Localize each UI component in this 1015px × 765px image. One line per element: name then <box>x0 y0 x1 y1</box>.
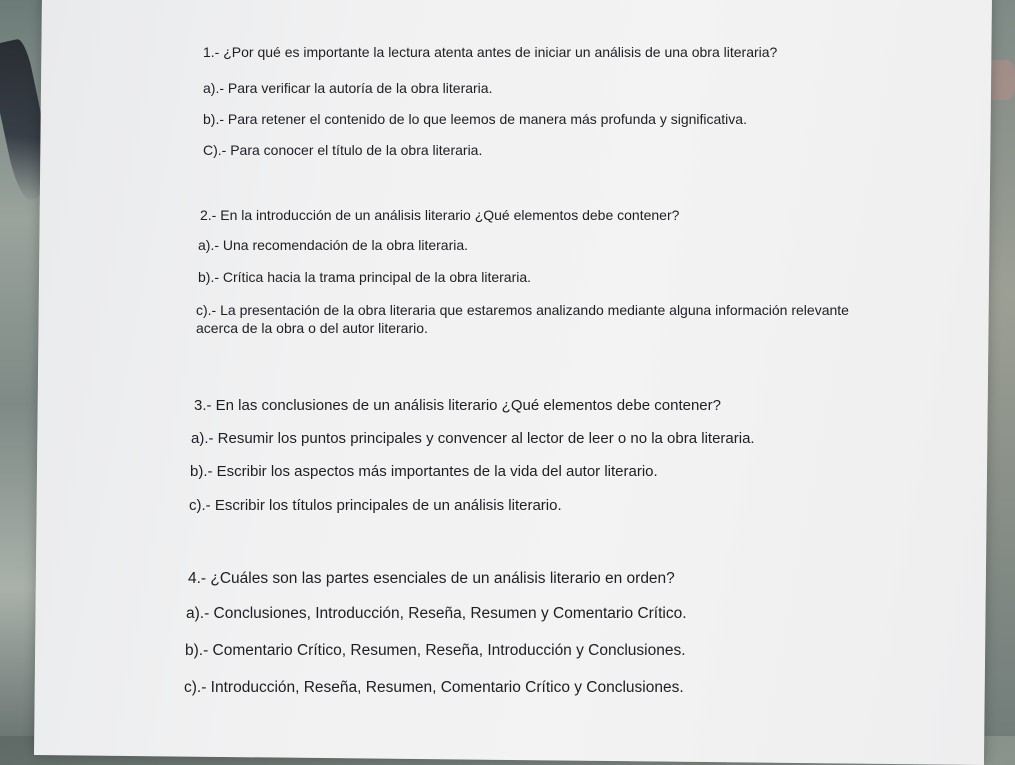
question-2-prompt: 2.- En la introducción de un análisis literario ¿Qué elementos debe contener? <box>200 207 680 223</box>
question-3-prompt: 3.- En las conclusiones de un análisis literario ¿Qué elementos debe contener? <box>194 397 721 414</box>
question-1-prompt: 1.- ¿Por qué es importante la lectura atenta antes de iniciar un análisis de una obra literaria? <box>203 44 778 60</box>
question-1-option-c: C).- Para conocer el título de la obra literaria. <box>203 142 483 158</box>
question-4-option-b: b).- Comentario Crítico, Resumen, Reseña, Introducción y Conclusiones. <box>185 642 686 659</box>
question-4-option-a: a).- Conclusiones, Introducción, Reseña, Resumen y Comentario Crítico. <box>186 605 687 622</box>
question-3-option-b: b).- Escribir los aspectos más importantes de la vida del autor literario. <box>190 463 658 480</box>
question-2-option-a: a).- Una recomendación de la obra literaria. <box>198 237 469 253</box>
question-3-option-c: c).- Escribir los títulos principales de un análisis literario. <box>189 497 562 514</box>
question-3-option-a: a).- Resumir los puntos principales y convencer al lector de leer o no la obra literaria. <box>191 430 755 447</box>
question-4-option-c: c).- Introducción, Reseña, Resumen, Comentario Crítico y Conclusiones. <box>184 679 684 696</box>
question-2-option-b: b).- Crítica hacia la trama principal de la obra literaria. <box>198 269 532 285</box>
question-4-prompt: 4.- ¿Cuáles son las partes esenciales de un análisis literario en orden? <box>188 570 675 587</box>
question-1-option-b: b).- Para retener el contenido de lo que leemos de manera más profunda y significativa. <box>203 111 747 127</box>
question-2-option-c: c).- La presentación de la obra literaria que estaremos analizando mediante alguna información relevante acerca de la obra o del autor literario. <box>196 302 849 336</box>
question-1-option-a: a).- Para verificar la autoría de la obra literaria. <box>203 80 493 96</box>
